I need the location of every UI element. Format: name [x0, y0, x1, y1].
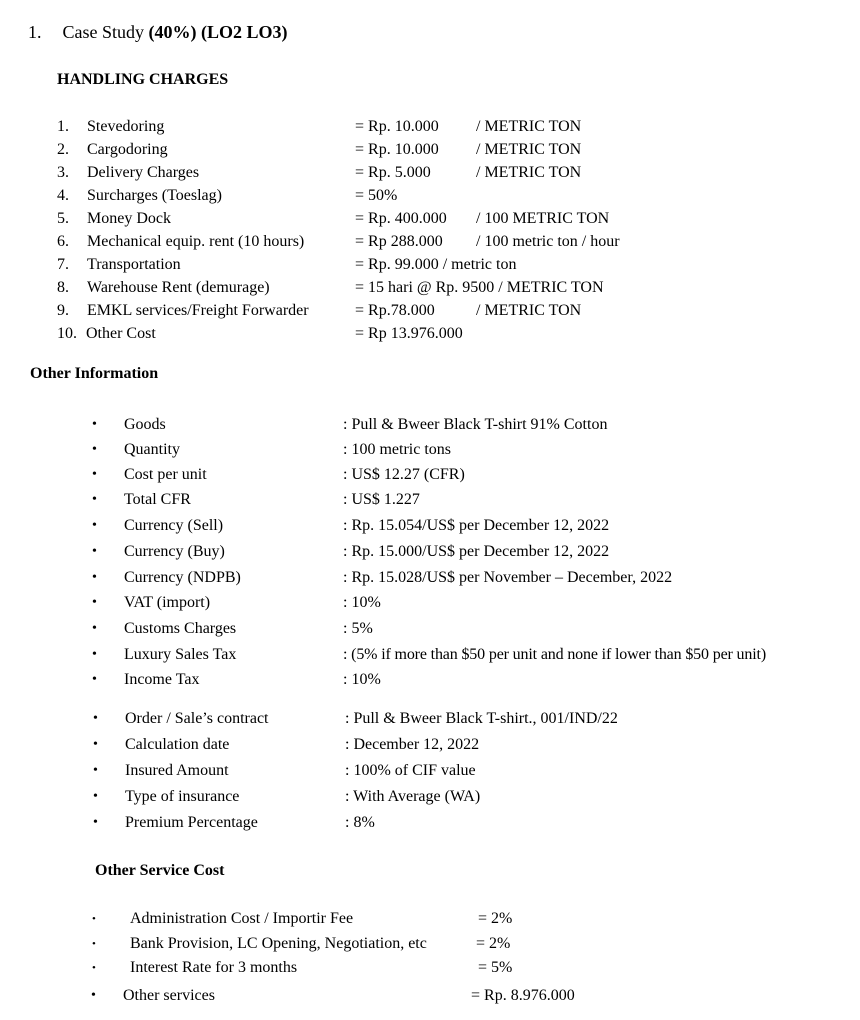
bullet-icon: •: [92, 544, 97, 559]
item-value: = Rp. 5.000: [355, 164, 431, 181]
item-value: : With Average (WA): [345, 788, 481, 805]
list-item: [0, 139, 860, 161]
item-value: = 50%: [355, 187, 398, 204]
item-label: Cargodoring: [87, 141, 168, 158]
list-item: [0, 618, 860, 640]
item-value: = Rp. 400.000: [355, 210, 447, 227]
item-value: : 10%: [343, 594, 381, 611]
item-number: 7.: [57, 256, 69, 273]
item-value: : 100 metric tons: [343, 441, 451, 458]
item-value: = Rp. 99.000 / metric ton: [355, 256, 517, 273]
item-label: Surcharges (Toeslag): [87, 187, 222, 204]
list-item: [0, 908, 860, 930]
item-number: 3.: [57, 164, 69, 181]
item-label: Warehouse Rent (demurage): [87, 279, 270, 296]
item-number: 6.: [57, 233, 69, 250]
item-label: Currency (Sell): [124, 517, 224, 534]
list-item: [0, 254, 860, 276]
item-label: Income Tax: [124, 671, 200, 688]
heading-bold: (40%) (LO2 LO3): [148, 22, 288, 42]
item-value: = Rp. 10.000: [355, 118, 439, 135]
item-number: 10.: [57, 325, 77, 342]
item-unit: / METRIC TON: [476, 164, 582, 181]
item-label: Currency (NDPB): [124, 569, 241, 586]
list-item: [0, 708, 860, 730]
bullet-icon: •: [92, 570, 97, 585]
list-item: [0, 812, 860, 834]
bullet-icon: •: [91, 988, 96, 1003]
other-information-title: Other Information: [30, 365, 159, 382]
item-value: : 100% of CIF value: [345, 762, 476, 779]
item-value: : 8%: [345, 814, 375, 831]
item-label: Money Dock: [87, 210, 171, 227]
bullet-icon: •: [92, 417, 97, 432]
item-label: Administration Cost / Importir Fee: [130, 910, 354, 927]
item-number: 9.: [57, 302, 69, 319]
item-label: Cost per unit: [124, 466, 207, 483]
bullet-icon: •: [92, 938, 96, 950]
item-value: = Rp. 8.976.000: [471, 987, 575, 1004]
bullet-icon: •: [92, 647, 97, 662]
item-unit: / 100 metric ton / hour: [476, 233, 620, 250]
item-number: 1.: [57, 118, 69, 135]
item-unit: / 100 METRIC TON: [476, 210, 610, 227]
item-value: : Rp. 15.000/US$ per December 12, 2022: [343, 543, 610, 560]
list-item: [0, 567, 860, 589]
bullet-icon: •: [93, 763, 98, 778]
item-label: Stevedoring: [87, 118, 165, 135]
case-study-heading: [28, 22, 288, 43]
item-value: : Rp. 15.028/US$ per November – December, 2022: [343, 569, 673, 586]
item-value: : Rp. 15.054/US$ per December 12, 2022: [343, 517, 610, 534]
item-label: Insured Amount: [125, 762, 229, 779]
list-item: [0, 786, 860, 808]
list-item: [0, 489, 860, 511]
list-item: [0, 116, 860, 138]
bullet-icon: •: [93, 815, 98, 830]
item-number: 2.: [57, 141, 69, 158]
heading-text: Case Study: [62, 22, 149, 42]
list-item: [0, 464, 860, 486]
item-value: : US$ 12.27 (CFR): [343, 466, 465, 483]
bullet-icon: •: [92, 672, 97, 687]
item-label: Bank Provision, LC Opening, Negotiation, etc: [130, 935, 427, 952]
list-item: [0, 231, 860, 253]
item-unit: / METRIC TON: [476, 302, 582, 319]
heading-number: 1.: [28, 22, 42, 42]
handling-charges-title: HANDLING CHARGES: [57, 71, 229, 88]
list-item: [0, 644, 860, 666]
item-value: = 2%: [478, 910, 513, 927]
item-label: Currency (Buy): [124, 543, 225, 560]
list-item: [0, 734, 860, 756]
item-unit: / METRIC TON: [476, 118, 582, 135]
item-value: = Rp 13.976.000: [355, 325, 463, 342]
item-label: Luxury Sales Tax: [124, 646, 237, 663]
bullet-icon: •: [92, 492, 97, 507]
list-item: [0, 515, 860, 537]
item-label: EMKL services/Freight Forwarder: [87, 302, 309, 319]
item-value: = Rp 288.000: [355, 233, 443, 250]
list-item: [0, 185, 860, 207]
item-value: = Rp.78.000: [355, 302, 435, 319]
item-label: Calculation date: [125, 736, 230, 753]
bullet-icon: •: [92, 913, 96, 925]
item-value: = 5%: [478, 959, 513, 976]
list-item: [0, 957, 860, 979]
item-unit: / METRIC TON: [476, 141, 582, 158]
other-service-cost-title: Other Service Cost: [95, 862, 225, 879]
list-item: [0, 933, 860, 955]
item-label: Quantity: [124, 441, 180, 458]
item-number: 8.: [57, 279, 69, 296]
bullet-icon: •: [92, 518, 97, 533]
item-label: Total CFR: [124, 491, 191, 508]
list-item: [0, 760, 860, 782]
list-item: [0, 208, 860, 230]
bullet-icon: •: [92, 621, 97, 636]
bullet-icon: •: [92, 442, 97, 457]
item-label: Order / Sale’s contract: [125, 710, 269, 727]
list-item: [0, 985, 860, 1007]
list-item: [0, 592, 860, 614]
bullet-icon: •: [92, 962, 96, 974]
bullet-icon: •: [92, 595, 97, 610]
list-item: [0, 669, 860, 691]
item-label: Type of insurance: [125, 788, 240, 805]
bullet-icon: •: [93, 789, 98, 804]
item-value: : US$ 1.227: [343, 491, 420, 508]
list-item: [0, 323, 860, 345]
bullet-icon: •: [92, 467, 97, 482]
item-label: Other services: [123, 987, 215, 1004]
item-value: = Rp. 10.000: [355, 141, 439, 158]
item-number: 5.: [57, 210, 69, 227]
item-label: Premium Percentage: [125, 814, 258, 831]
bullet-icon: •: [93, 737, 98, 752]
list-item: [0, 414, 860, 436]
item-value: : 10%: [343, 671, 381, 688]
item-value: : 5%: [343, 620, 373, 637]
list-item: [0, 541, 860, 563]
item-label: VAT (import): [124, 594, 211, 611]
item-value: = 2%: [476, 935, 511, 952]
list-item: [0, 277, 860, 299]
item-value: : (5% if more than $50 per unit and none if lower than $50 per unit): [343, 646, 767, 663]
list-item: [0, 439, 860, 461]
bullet-icon: •: [93, 711, 98, 726]
item-value: = 15 hari @ Rp. 9500 / METRIC TON: [355, 279, 604, 296]
item-value: : December 12, 2022: [345, 736, 480, 753]
item-label: Delivery Charges: [87, 164, 200, 181]
item-label: Transportation: [87, 256, 181, 273]
list-item: [0, 162, 860, 184]
item-number: 4.: [57, 187, 69, 204]
item-value: : Pull & Bweer Black T-shirt., 001/IND/22: [345, 710, 618, 727]
item-label: Customs Charges: [124, 620, 237, 637]
item-label: Goods: [124, 416, 166, 433]
item-label: Mechanical equip. rent (10 hours): [87, 233, 305, 250]
list-item: [0, 300, 860, 322]
item-value: : Pull & Bweer Black T-shirt 91% Cotton: [343, 416, 608, 433]
item-label: Other Cost: [86, 325, 156, 342]
item-label: Interest Rate for 3 months: [130, 959, 298, 976]
